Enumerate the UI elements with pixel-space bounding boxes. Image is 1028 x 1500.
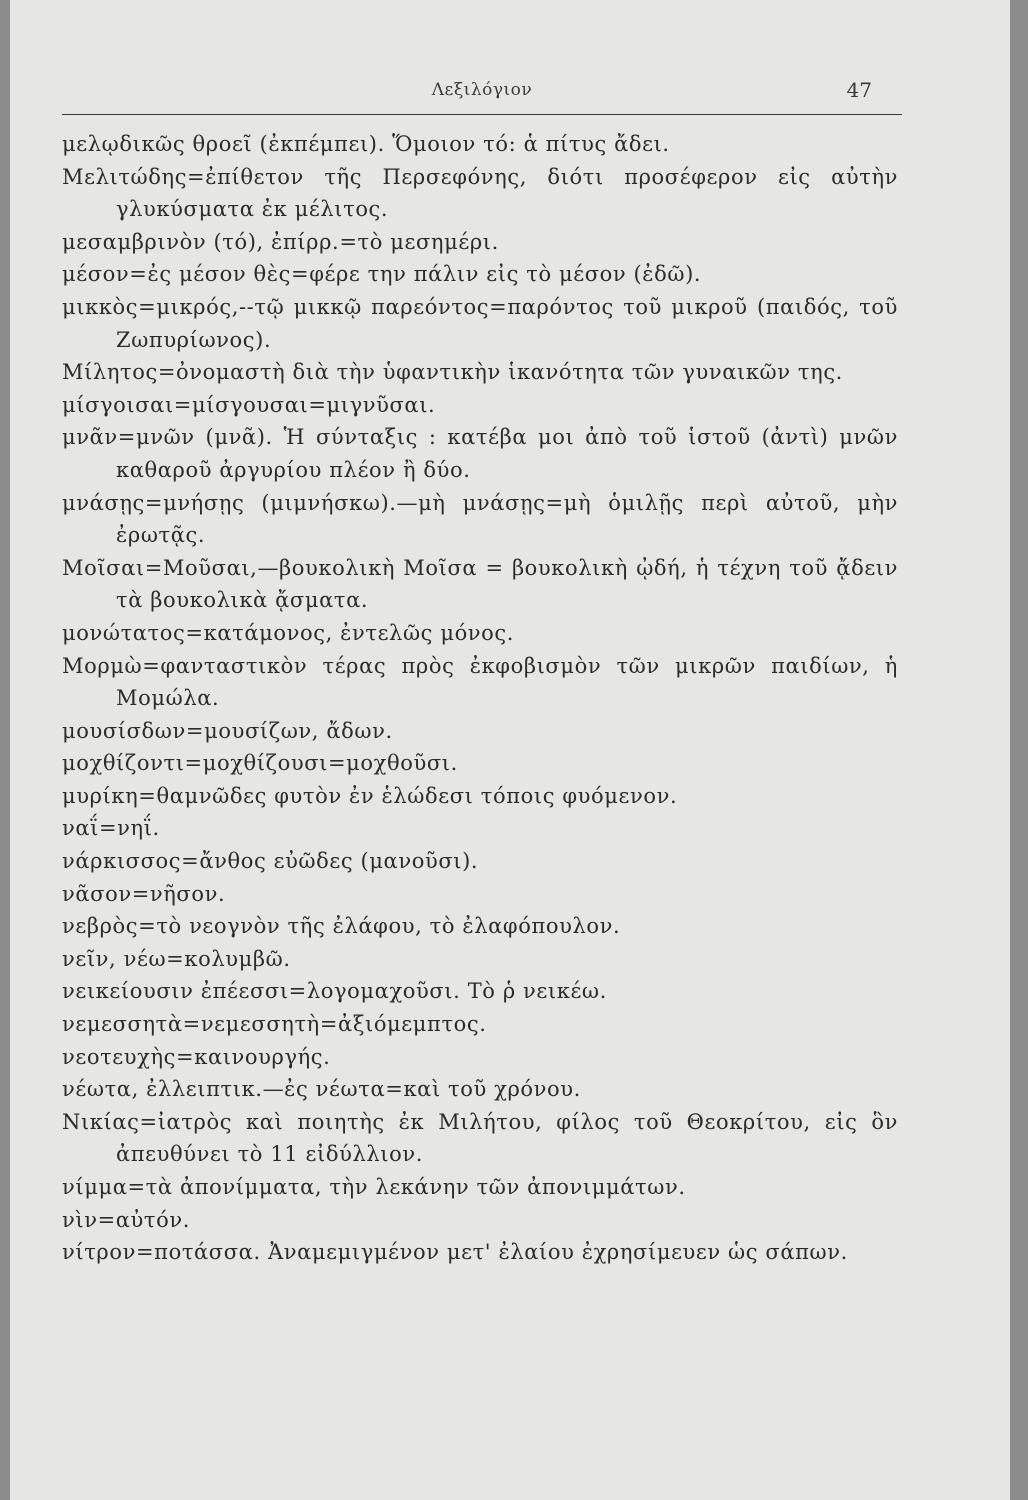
glossary-entry: Μορμὼ=φανταστικὸν τέρας πρὸς ἐκφοβισμὸν τῶν μικρῶν παιδίων, ἡ Μομώλα.: [62, 653, 898, 711]
page-number: 47: [846, 78, 872, 102]
glossary-entry: μυρίκη=θαμνῶδες φυτὸν ἐν ἑλώδεσι τόποις φυόμενον.: [62, 783, 678, 808]
glossary-entry: νεβρὸς=τὸ νεογνὸν τῆς ἐλάφου, τὸ ἐλαφόπουλον.: [62, 914, 621, 939]
glossary-entry: μικκὸς=μικρός,--τῷ μικκῷ παρεόντος=παρόντος τοῦ μικροῦ (παιδός, τοῦ Ζωπυρίωνος).: [62, 294, 898, 352]
glossary-entry: ναΐ=νηΐ.: [62, 816, 160, 841]
glossary-entry: νεῖν, νέω=κολυμβῶ.: [62, 946, 291, 971]
glossary-entry: μέσον=ἐς μέσον θὲς=φέρε την πάλιν εἰς τὸ μέσον (ἐδῶ).: [62, 262, 702, 287]
page-header: [62, 78, 902, 115]
glossary-entry: νᾶσον=νῆσον.: [62, 881, 226, 906]
glossary-entry: νίμμα=τὰ ἀπονίμματα, τὴν λεκάνην τῶν ἀπονιμμάτων.: [62, 1175, 686, 1199]
glossary-entry: Μελιτώδης=ἐπίθετον τῆς Περσεφόνης, διότι προσέφερον εἰς αὐτὴν γλυκύσματα ἐκ μέλιτος.: [62, 164, 898, 222]
glossary-entry: μουσίσδων=μουσίζων, ἄδων.: [62, 718, 393, 743]
glossary-entries: [62, 128, 898, 1269]
glossary-entry: νεμεσσητὰ=νεμεσσητὴ=ἀξιόμεμπτος.: [62, 1012, 487, 1037]
glossary-entry: νὶν=αὐτόν.: [62, 1207, 191, 1232]
glossary-entry: μελῳδικῶς θροεῖ (ἐκπέμπει). Ὅμοιον τό: ἁ πίτυς ἄδει.: [62, 132, 670, 156]
glossary-entry: Μίλητος=ὀνομαστὴ διὰ τὴν ὑφαντικὴν ἱκανότητα τῶν γυναικῶν της.: [62, 360, 843, 385]
glossary-entry: νεικείουσιν ἐπέεσσι=λογομαχοῦσι. Τὸ ῥ νεικέω.: [62, 979, 607, 1004]
glossary-entry: μίσγοισαι=μίσγουσαι=μιγνῦσαι.: [62, 392, 436, 417]
glossary-entry: μονώτατος=κατάμονος, ἐντελῶς μόνος.: [62, 620, 515, 645]
glossary-entry: νεοτευχὴς=καινουργής.: [62, 1044, 331, 1069]
book-page: [10, 0, 1010, 1500]
glossary-entry: Νικίας=ἰατρὸς καὶ ποιητὴς ἐκ Μιλήτου, φίλος τοῦ Θεοκρίτου, εἰς ὃν ἀπευθύνει τὸ 11 εἰδύλλιον.: [62, 1109, 898, 1167]
glossary-entry: μνάσῃς=μνήσῃς (μιμνήσκω).—μὴ μνάσῃς=μὴ ὁμιλῇς περὶ αὐτοῦ, μὴν ἐρωτᾷς.: [62, 490, 898, 548]
running-title: Λεξιλόγιον: [431, 80, 533, 100]
glossary-entry: μεσαμβρινὸν (τό), ἐπίρρ.=τὸ μεσημέρι.: [62, 229, 499, 254]
glossary-entry: μοχθίζοντι=μοχθίζουσι=μοχθοῦσι.: [62, 751, 458, 776]
glossary-entry: νέωτα, ἐλλειπτικ.—ἐς νέωτα=καὶ τοῦ χρόνου.: [62, 1077, 581, 1102]
glossary-entry: νίτρον=ποτάσσα. Ἀναμεμιγμένον μετ' ἐλαίου ἐχρησίμευεν ὡς σάπων.: [62, 1240, 848, 1265]
glossary-entry: Μοῖσαι=Μοῦσαι,—βουκολικὴ Μοῖσα = βουκολικὴ ᾠδή, ἡ τέχνη τοῦ ᾄδειν τὰ βουκολικὰ ᾄσματα.: [62, 555, 898, 613]
glossary-entry: μνᾶν=μνῶν (μνᾶ). Ἡ σύνταξις : κατέβα μοι ἀπὸ τοῦ ἱστοῦ (ἀντὶ) μνῶν καθαροῦ ἀργυρίου πλέον ἢ δύο.: [62, 425, 898, 482]
glossary-entry: νάρκισσος=ἄνθος εὐῶδες (μανοῦσι).: [62, 849, 479, 874]
